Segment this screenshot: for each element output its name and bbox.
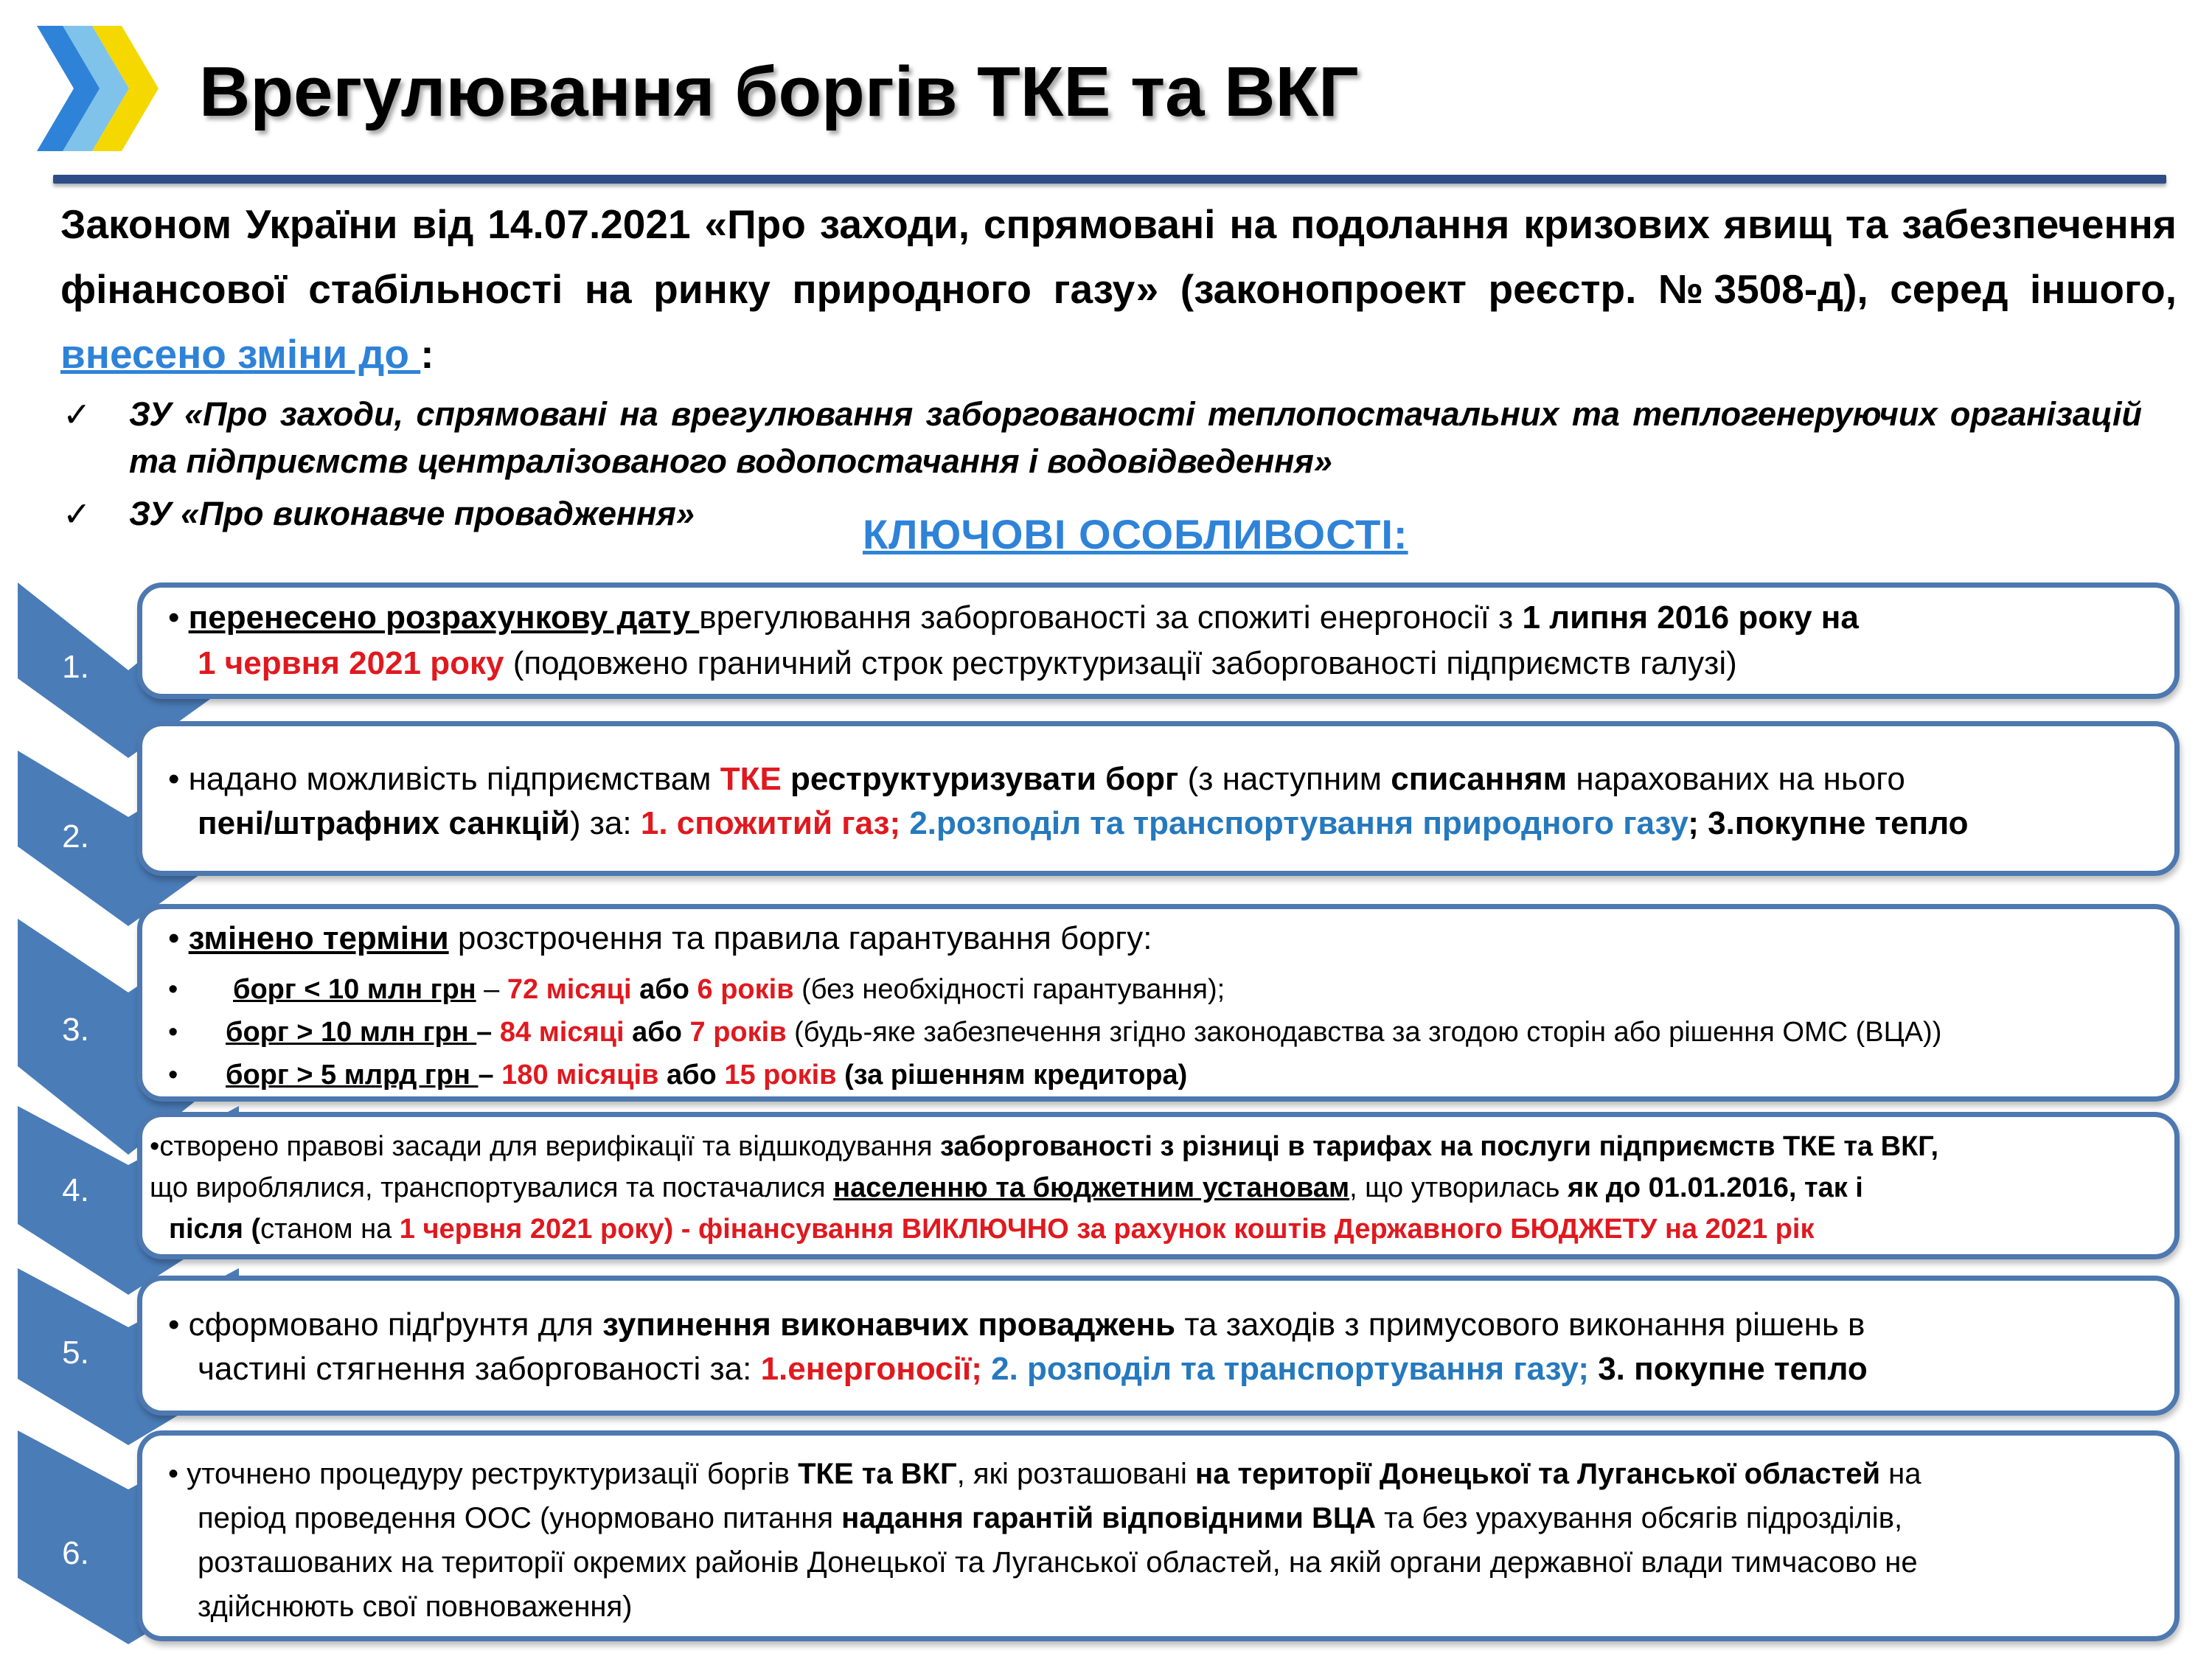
- feature-box-5: [137, 1276, 2180, 1416]
- feature-box-6: [137, 1430, 2180, 1641]
- step-number: 6.: [62, 1535, 89, 1571]
- feature-text: •створено правові засади для верифікації та відшкодування заборгованості з різниці в тарифах на послуги підприємств ТКЕ та ВКГ, що вироблялися, транспортувалися та постачалися населенню та бюджетним установам, що утворилась як до 01.01.2016, так і після (станом на 1 червня 2021 року) - фінансування ВИКЛЮЧНО за рахунок коштів Державного БЮДЖЕТУ на 2021 рік: [150, 1131, 1939, 1245]
- key-features-heading: КЛЮЧОВІ ОСОБЛИВОСТІ:: [863, 511, 1408, 557]
- checkmark-icon: ✓: [63, 495, 91, 533]
- term-row: • борг > 10 млн грн – 84 місяці або 7 років (будь-яке забезпечення згідно законодавства за згодою сторін або рішення ОМС (ВЦА)): [168, 1017, 1942, 1048]
- feature-text: • перенесено розрахункову дату врегулювання заборгованості за спожиті енергоносії з 1 липня 2016 року на 1 червня 2021 року (подовжено граничний строк реструктуризації заборгованості підприємств галузі): [168, 599, 1859, 681]
- bullet: •: [168, 920, 180, 956]
- intro-paragraph: [60, 192, 2177, 386]
- intro-colon: :: [420, 331, 434, 377]
- law-text: ЗУ «Про виконавче провадження»: [129, 495, 695, 532]
- page-title: Врегулювання боргів ТКЕ та ВКГ: [199, 52, 1359, 131]
- bullet: •: [150, 1131, 160, 1162]
- title-divider: [53, 175, 2166, 184]
- law-item: [63, 391, 2142, 485]
- chevron-logo-icon: [29, 15, 162, 162]
- feature-box-4: [137, 1112, 2180, 1259]
- term-row: • борг > 5 млрд грн – 180 місяців або 15 років (за рішенням кредитора): [168, 1060, 1188, 1091]
- bullet: •: [168, 1458, 179, 1490]
- step-number: 5.: [62, 1335, 89, 1371]
- law-item: [63, 490, 866, 538]
- feature-text: • змінено терміни розстрочення та правила гарантування боргу:: [168, 920, 1152, 956]
- term-list: [168, 968, 1941, 1096]
- law-text: ЗУ «Про заходи, спрямовані на врегулювання заборгованості теплопостачальних та теплогенеруючих організацій та підприємств централізованого водопостачання і водовідведення»: [129, 395, 2142, 480]
- changes-link[interactable]: внесено зміни до: [60, 331, 421, 377]
- bullet: •: [168, 599, 180, 636]
- bullet: •: [168, 761, 180, 797]
- feature-box-1: [137, 582, 2180, 699]
- feature-box-3: [137, 904, 2180, 1102]
- step-number: 1.: [62, 649, 89, 685]
- step-number: 4.: [62, 1172, 89, 1208]
- feature-text: • уточнено процедуру реструктуризації боргів ТКЕ та ВКГ, які розташовані на території Донецької та Луганської областей на період проведення ООС (унормовано питання надання гарантій відповідними ВЦА та без урахування обсягів підрозділів, розташованих на території окремих районів Донецької та Луганської областей, на якій органи державної влади тимчасово не здійснюють свої повноваження): [168, 1458, 1921, 1623]
- bullet: •: [168, 1307, 180, 1343]
- checkmark-icon: ✓: [63, 395, 91, 434]
- feature-box-2: [137, 721, 2180, 876]
- step-number: 3.: [62, 1012, 89, 1048]
- term-row: • борг < 10 млн грн – 72 місяці або 6 років (без необхідності гарантування);: [168, 974, 1225, 1005]
- feature-text: • сформовано підґрунтя для зупинення виконавчих проваджень та заходів з примусового виконання рішень в частині стягнення заборгованості за: 1.енергоносії; 2. розподіл та транспортування газу; 3. покупне тепло: [168, 1307, 1868, 1387]
- feature-text: • надано можливість підприємствам ТКЕ реструктуризувати борг (з наступним списанням нарахованих на нього пені/штрафних санкцій) за: 1. спожитий газ; 2.розподіл та транспортування природного газу; 3.покупне тепло: [168, 761, 1969, 841]
- step-number: 2.: [62, 818, 89, 855]
- intro-text: Законом України від 14.07.2021 «Про заходи, спрямовані на подолання кризових явищ та забезпечення фінансової стабільності на ринку природного газу» (законопроект реєстр. №3508-д), серед іншого,: [60, 201, 2177, 312]
